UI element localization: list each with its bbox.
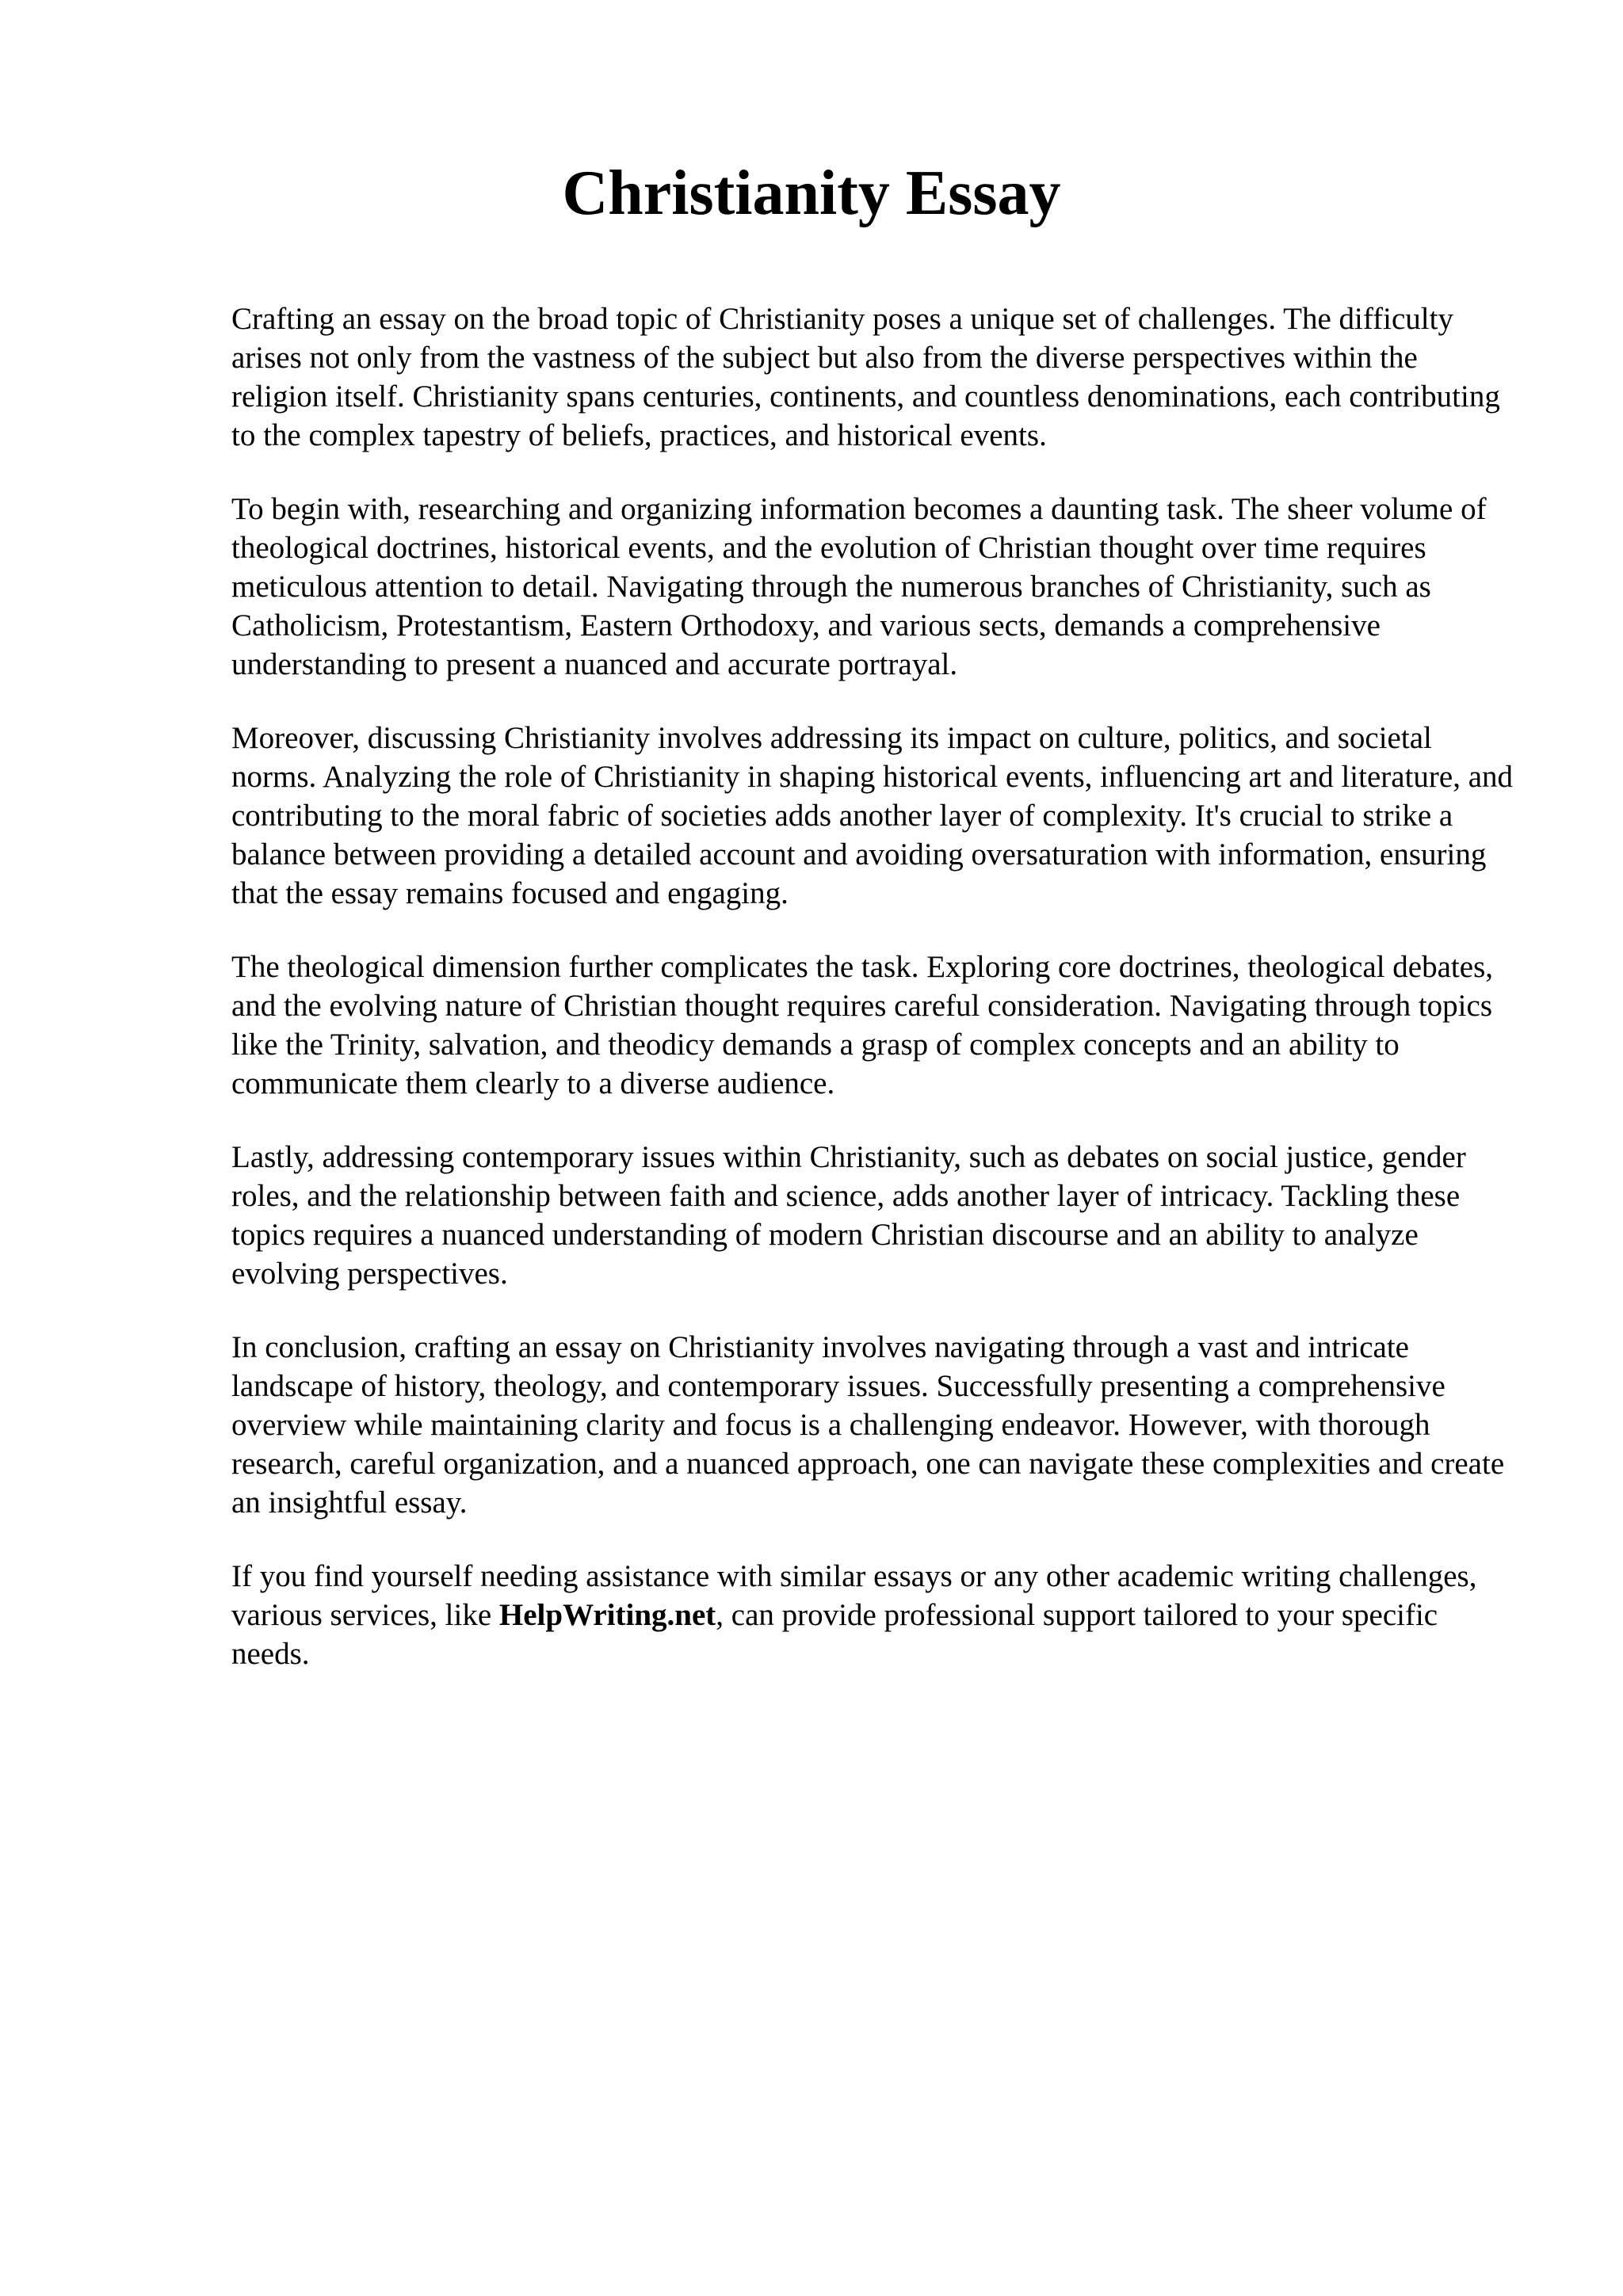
closing-text-after: , can provide professional support tailored to your specific needs. bbox=[231, 1598, 1438, 1671]
paragraph-3: Moreover, discussing Christianity involves addressing its impact on culture, politics, and societal norms. Analyzing the role of Christianity in shaping historical events, influencing art and literature, and contributing to the moral fabric of societies adds another layer of complexity. It's crucial to strike a balance between providing a detailed account and avoiding oversaturation with information, ensuring that the essay remains focused and engaging. bbox=[231, 721, 1514, 910]
brand-name: HelpWriting.net bbox=[498, 1598, 716, 1632]
page-title: Christianity Essay bbox=[562, 158, 1061, 228]
closing-text-before: If you find yourself needing assistance with similar essays or any other academic writing challenges, various services, like bbox=[231, 1559, 1477, 1632]
essay-body bbox=[231, 299, 1515, 1708]
paragraph-6: In conclusion, crafting an essay on Christianity involves navigating through a vast and intricate landscape of history, theology, and contemporary issues. Successfully presenting a comprehensive overview while maintaining clarity and focus is a challenging endeavor. However, with thorough research, careful organization, and a nuanced approach, one can navigate these complexities and create an insightful essay. bbox=[231, 1330, 1505, 1520]
paragraph-5: Lastly, addressing contemporary issues within Christianity, such as debates on social justice, gender roles, and the relationship between faith and science, adds another layer of intricacy. Tackling these topics requires a nuanced understanding of modern Christian discourse and an ability to analyze evolving perspectives. bbox=[231, 1140, 1466, 1291]
paragraph-4: The theological dimension further complicates the task. Exploring core doctrines, theological debates, and the evolving nature of Christian thought requires careful consideration. Navigating through topics like the Trinity, salvation, and theodicy demands a grasp of complex concepts and an ability to communicate them clearly to a diverse audience. bbox=[231, 950, 1493, 1100]
paragraph-1: Crafting an essay on the broad topic of Christianity poses a unique set of challenges. The difficulty arises not only from the vastness of the subject but also from the diverse perspectives within the religion itself. Christianity spans centuries, continents, and countless denominations, each contributing to the complex tapestry of beliefs, practices, and historical events. bbox=[231, 302, 1500, 452]
paragraph-2: To begin with, researching and organizing information becomes a daunting task. The sheer volume of theological doctrines, historical events, and the evolution of Christian thought over time requires meticulous attention to detail. Navigating through the numerous branches of Christianity, such as Catholicism, Protestantism, Eastern Orthodoxy, and various sects, demands a comprehensive understanding to present a nuanced and accurate portrayal. bbox=[231, 492, 1487, 681]
closing-paragraph bbox=[231, 1557, 1515, 1673]
